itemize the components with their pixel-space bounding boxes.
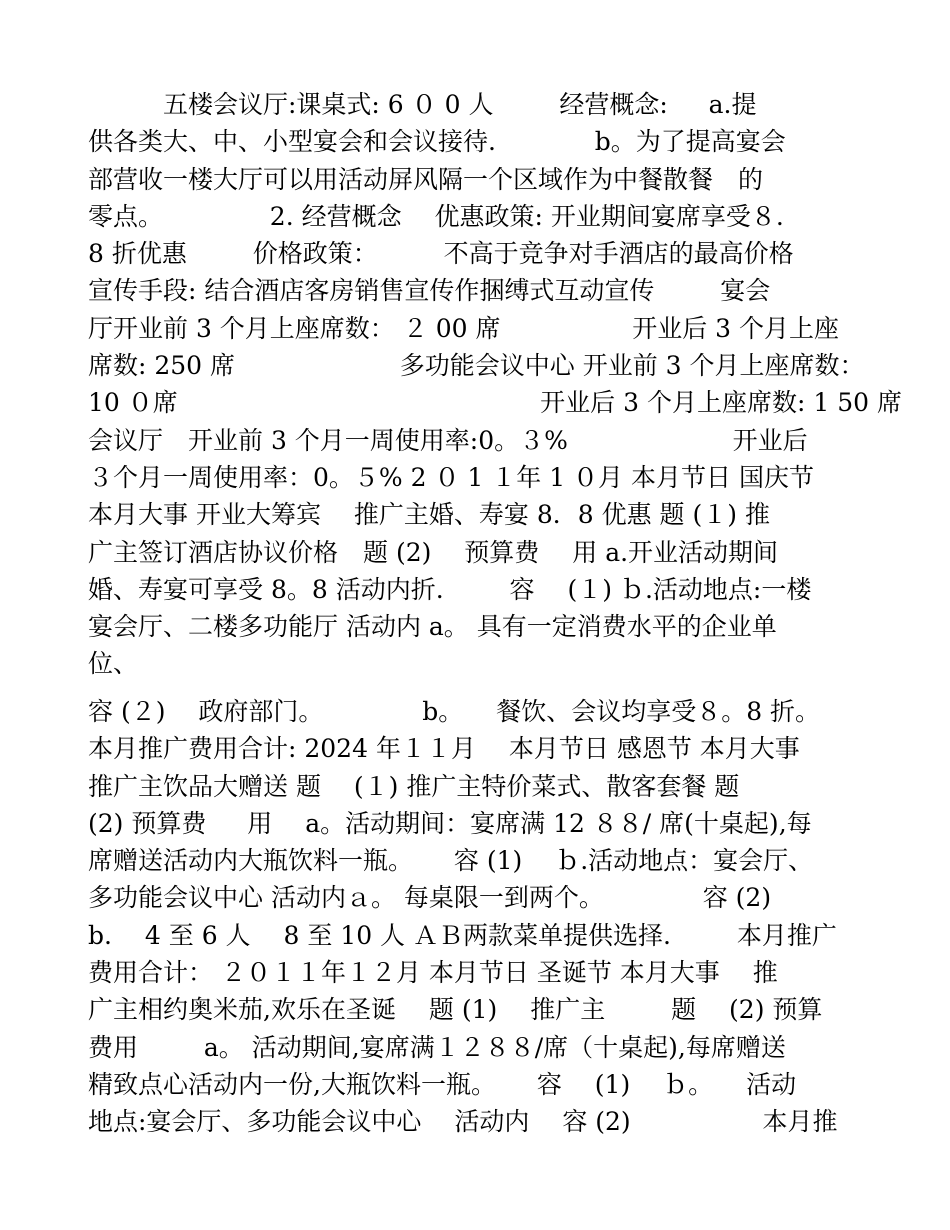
text-line: 厅开业前 3 个月上座席数： ２ 00 席 开业后 3 个月上座	[88, 313, 840, 343]
text-line: 零点。 2. 经营概念 优惠政策: 开业期间宴席享受８.	[88, 201, 784, 231]
text-line: 多功能会议中心 活动内ａ。 每桌限一到两个。 容 (2)	[88, 883, 772, 913]
text-line: 容 (２) 政府部门。 b。 餐饮、会议均享受８。8 折。	[88, 697, 821, 726]
paragraph-1	[88, 86, 902, 683]
text-line: 席数: 250 席 多功能会议中心 开业前 3 个月上座席数：	[88, 351, 865, 381]
text-line: 费用合计： ２０１１年１２月 本月节日 圣诞节 本月大事 推	[88, 958, 778, 988]
text-line: 费用 a。 活动期间,宴席满１２８８/席（十桌起),每席赠送	[88, 1032, 786, 1062]
text-line: 10 ０席 开业后 3 个月上座席数: 1 50 席	[88, 388, 902, 418]
text-line: 本月推广费用合计: 2024 年１１月 本月节日 感恩节 本月大事	[88, 734, 800, 764]
text-line: 部营收一楼大厅可以用活动屏风隔一个区域作为中餐散餐 的	[88, 164, 764, 194]
text-line: 五楼会议厅:课桌式: 6 ０ 0 人 经营概念: a.提	[88, 90, 757, 119]
text-line: ３个月一周使用率：0。５% 2 ０ 1 １年 1 ０月 本月节日 国庆节	[88, 462, 814, 492]
text-line: 本月大事 开业大筹宾 推广主婚、寿宴 8．8 优惠 题 (１) 推	[88, 500, 770, 530]
text-line: 地点:宴会厅、多功能会议中心 活动内 容 (2) 本月推	[88, 1107, 838, 1137]
text-line: 8 折优惠 价格政策： 不高于竞争对手酒店的最高价格	[88, 239, 794, 269]
text-line: 席赠送活动内大瓶饮料一瓶。 容 (1) ｂ.活动地点：宴会厅、	[88, 846, 814, 876]
paragraph-2	[88, 693, 858, 1141]
text-line: 广主签订酒店协议价格 题 (2) 预算费 用 a.开业活动期间	[88, 537, 779, 567]
text-line: 精致点心活动内一份,大瓶饮料一瓶。 容 (1) ｂ。 活动	[88, 1069, 797, 1099]
text-line: 位、	[88, 649, 139, 679]
text-line: 婚、寿宴可享受 8。8 活动内折. 容 (１) ｂ.活动地点:一楼	[88, 574, 812, 604]
text-line: 广主相约奥米茄,欢乐在圣诞 题 (1) 推广主 题 (2) 预算	[88, 995, 823, 1025]
text-line: 供各类大、中、小型宴会和会议接待. b。为了提高宴会	[88, 127, 786, 157]
text-line: 宣传手段: 结合酒店客房销售宣传作捆缚式互动宣传 宴会	[88, 276, 771, 306]
text-line: 推广主饮品大赠送 题 (１) 推广主特价菜式、散客套餐 题	[88, 771, 740, 801]
text-line: b. 4 至 6 人 8 至 10 人 ＡＢ两款菜单提供选择. 本月推广	[88, 920, 837, 950]
text-line: 宴会厅、二楼多功能厅 活动内 a。 具有一定消费水平的企业单	[88, 612, 777, 642]
text-line: 会议厅 开业前 3 个月一周使用率:0。３% 开业后	[88, 425, 808, 455]
text-line: (2) 预算费 用 a。活动期间：宴席满 12 ８８/ 席(十桌起),每	[88, 808, 812, 838]
